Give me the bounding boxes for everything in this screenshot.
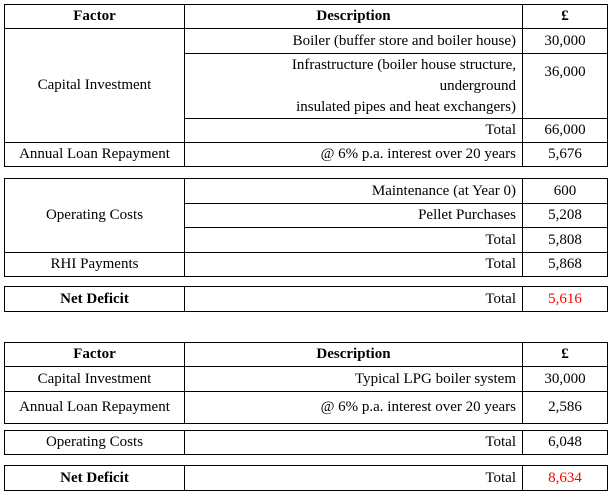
description-line: insulated pipes and heat exchangers) [296, 98, 516, 115]
description-cell: Boiler (buffer store and boiler house) [185, 29, 523, 54]
description-cell: Total [185, 119, 523, 143]
header-currency: £ [523, 343, 608, 367]
value-cell: 5,868 [523, 253, 608, 277]
description-cell: Total [185, 228, 523, 253]
description-line: Infrastructure (boiler house structure, [291, 56, 516, 73]
factor-net-deficit: Net Deficit [5, 287, 185, 312]
description-cell [185, 54, 523, 119]
description-cell: Maintenance (at Year 0) [185, 179, 523, 204]
header-description: Description [185, 5, 523, 29]
description-cell: Total [185, 466, 523, 491]
table-row [5, 253, 608, 277]
header-currency: £ [523, 5, 608, 29]
table-row [5, 287, 608, 312]
factor-rhi-payments: RHI Payments [5, 253, 185, 277]
description-cell: Pellet Purchases [185, 204, 523, 228]
table-header-row [5, 5, 608, 29]
table-row [5, 392, 608, 424]
value-cell: 36,000 [523, 54, 608, 119]
table-row [5, 466, 608, 491]
factor-annual-loan: Annual Loan Repayment [5, 143, 185, 167]
factor-annual-loan: Annual Loan Repayment [5, 392, 185, 424]
description-cell: Total [185, 431, 523, 455]
value-cell: 5,808 [523, 228, 608, 253]
header-factor: Factor [5, 5, 185, 29]
net-deficit-value: 5,616 [523, 287, 608, 312]
factor-capital-investment: Capital Investment [5, 29, 185, 143]
table-row [5, 29, 608, 54]
lpg-operating-table [4, 430, 608, 455]
biomass-cost-table-part1 [4, 4, 608, 167]
description-cell: Total [185, 253, 523, 277]
description-cell: Typical LPG boiler system [185, 367, 523, 392]
lpg-net-deficit-table [4, 465, 608, 491]
table-header-row [5, 343, 608, 367]
description-cell: Total [185, 287, 523, 312]
factor-operating-costs: Operating Costs [5, 179, 185, 253]
factor-operating-costs: Operating Costs [5, 431, 185, 455]
description-cell: @ 6% p.a. interest over 20 years [185, 392, 523, 424]
header-factor: Factor [5, 343, 185, 367]
biomass-net-deficit-table [4, 286, 608, 312]
value-cell: 6,048 [523, 431, 608, 455]
value-cell: 2,586 [523, 392, 608, 424]
value-cell: 30,000 [523, 367, 608, 392]
header-description: Description [185, 343, 523, 367]
factor-net-deficit: Net Deficit [5, 466, 185, 491]
description-cell: @ 6% p.a. interest over 20 years [185, 143, 523, 167]
lpg-cost-table-part1 [4, 342, 608, 424]
value-cell: 30,000 [523, 29, 608, 54]
description-line: underground [439, 77, 516, 94]
value-cell: 5,676 [523, 143, 608, 167]
value-cell: 66,000 [523, 119, 608, 143]
table-row [5, 179, 608, 204]
factor-capital-investment: Capital Investment [5, 367, 185, 392]
table-row [5, 431, 608, 455]
table-row [5, 143, 608, 167]
biomass-cost-table-part2 [4, 178, 608, 277]
net-deficit-value: 8,634 [523, 466, 608, 491]
value-cell: 600 [523, 179, 608, 204]
table-row [5, 367, 608, 392]
value-cell: 5,208 [523, 204, 608, 228]
